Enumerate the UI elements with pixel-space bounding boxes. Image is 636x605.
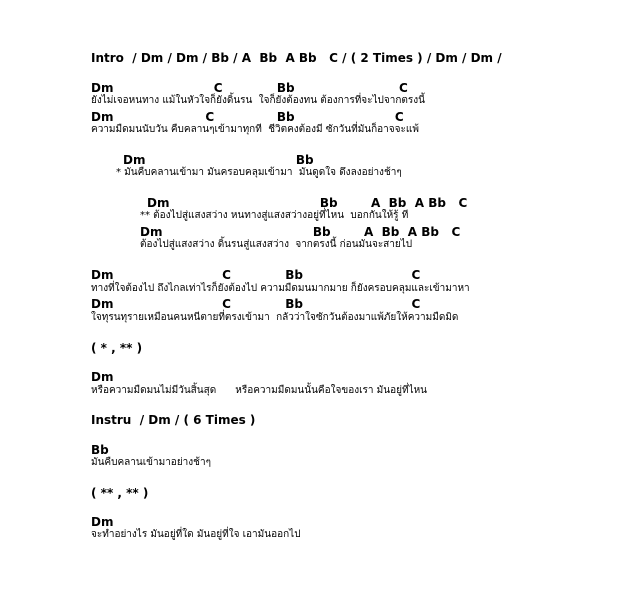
lyric-line: มันคืบคลานเข้ามาอย่างช้าๆ (91, 457, 211, 468)
instru-line: Instru / Dm / ( 6 Times ) (91, 413, 256, 427)
chord-line: Dm Bb (123, 153, 314, 167)
lyric-line: จะทำอย่างไร มันอยู่ที่ใด มันอยู่ที่ใจ เอามันออกไป (91, 529, 301, 540)
repeat-marker: ( * , ** ) (91, 341, 143, 355)
chord-line: Dm C Bb C (91, 297, 421, 311)
lyric-line: ใจทุรนทุรายเหมือนคนหนีตายที่ตรงเข้ามา กลัวว่าใจซักวันต้องมาแพ้ภัยให้ความมืดมิด (91, 312, 459, 323)
chord-line: Dm (91, 370, 114, 384)
chord-line: Dm (91, 515, 114, 529)
lyric-line: ยังไม่เจอหนทาง แม้ในหัวใจก็ยังดิ้นรน ใจก็ยังต้องทน ต้องการที่จะไปจากตรงนี้ (91, 95, 426, 106)
chord-line: Dm C Bb C (91, 81, 408, 95)
lyric-line: ทางที่ใจต้องไป ถึงไกลเท่าไรก็ยังต้องไป ความมืดมนมากมาย ก็ยังครอบคลุมและเข้ามาหา (91, 283, 470, 294)
repeat-marker: ( ** , ** ) (91, 486, 149, 500)
chord-line: Bb (91, 443, 109, 457)
lyric-line: ต้องไปสู่แสงสว่าง ดิ้นรนสู่แสงสว่าง จากตรงนี้ ก่อนมันจะสายไป (140, 239, 413, 250)
lyric-line: * มันคืบคลานเข้ามา มันครอบคลุมเข้ามา มันดูดใจ ดึงลงอย่างช้าๆ (116, 167, 402, 178)
chord-line: Dm C Bb C (91, 268, 421, 282)
intro-line: Intro / Dm / Dm / Bb / A Bb A Bb C / ( 2 Times ) / Dm / Dm / (91, 51, 502, 65)
chord-line: Dm C Bb C (91, 110, 404, 124)
lyric-line: ** ต้องไปสู่แสงสว่าง หนทางสู่แสงสว่างอยู่ที่ไหน บอกกันให้รู้ ที (140, 210, 409, 221)
lyric-line: ความมืดมนนับวัน คืบคลานๆเข้ามาทุกที ชีวิตคงต้องมี ซักวันที่มันก็อาจจะแพ้ (91, 124, 419, 135)
chord-line: Dm Bb A Bb A Bb C (140, 225, 461, 239)
chord-line: Dm Bb A Bb A Bb C (147, 196, 468, 210)
lyric-line: หรือความมืดมนไม่มีวันสิ้นสุด หรือความมืดมนนั้นคือใจของเรา มันอยู่ที่ไหน (91, 385, 428, 396)
